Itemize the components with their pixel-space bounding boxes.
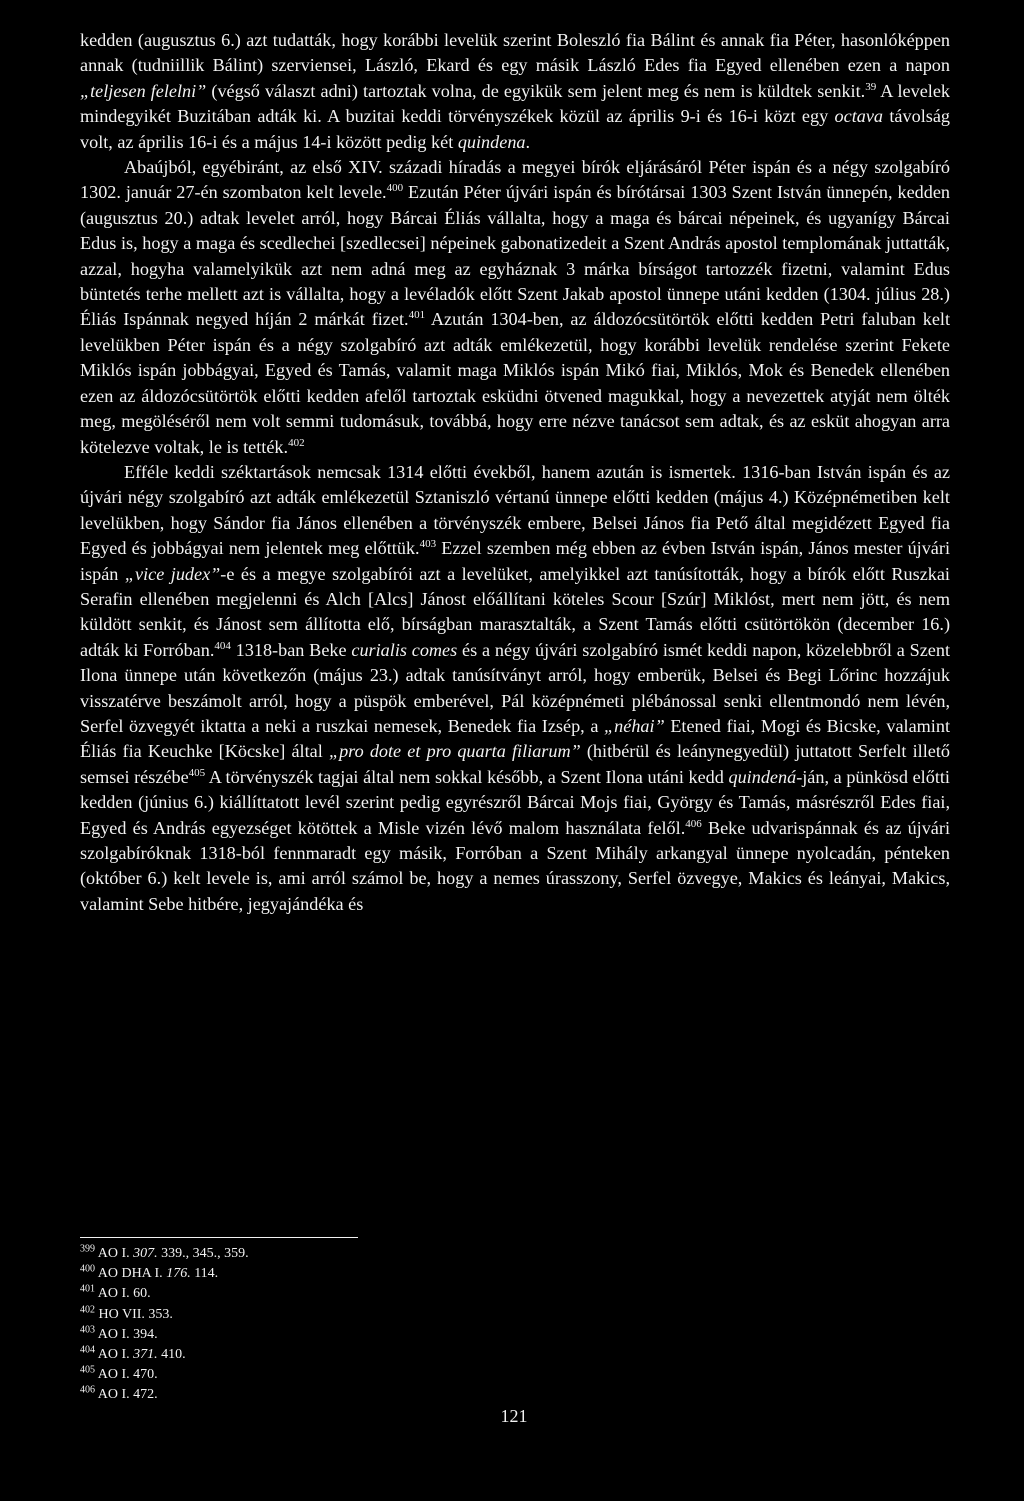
footnote-number: 401 bbox=[80, 1283, 95, 1295]
text-run: Abaújból, egyébiránt, az első XIV. századi híradás a megyei bírók eljárásáról Péter ispán és a négy szolgabíró 1302. január 27-én szombaton kelt levele. bbox=[80, 157, 950, 203]
footnote-404 bbox=[80, 1345, 480, 1365]
footnote-ref: 39 bbox=[865, 80, 877, 93]
text-run: 1318-ban Beke bbox=[230, 639, 352, 660]
footnote-ref: 402 bbox=[288, 436, 305, 449]
footnote-ref: 404 bbox=[214, 639, 231, 652]
footnote-text: AO I. 60. bbox=[97, 1286, 151, 1302]
page-number: 121 bbox=[500, 1406, 528, 1426]
text-run: Azután 1304-ben, az áldozócsütörtök előtti kedden Petri faluban kelt levelükben Péter ispán és a négy szolgabíró azt adták emlékezetül, hogy korábbi levelük rendelése szerint Fekete Miklós ispán jobbágyai, Egyed és Tamás, valamit maga Miklós ispán Mikó fiai, Miklós, Mok és Benedek ellenében ezen az áldozócsütörtök előtti kedden afelől tartoztak esküdni ötvened magukkal, hogy a nevezettek atyját nem ölték meg, megöléséről nem volt semmi tudomásuk, továbbá, hogy erre nézve tanácsot sem adtak, és az esküt ahogyan arra kötelezve voltak, le is tették. bbox=[80, 309, 950, 457]
text-run: Ezután Péter újvári ispán és bírótársai 1303 Szent István ünnepén, kedden (augusztus 20.) adtak levelet arról, hogy Bárcai Éliás vállalta, hogy a maga és bárcai népeinek, és ugyanígy Bárcai Edus is, hogy a maga és scedlechei [szedlecsei] népeinek gabonatizedeit a Szent András apostol templomának juttatták, azzal, hogyha valamelyikük azt nem adná meg az egyháznak 3 márka bírságot tartozzék fizetni, valamint Edus büntetés terhe mellett azt is vállalta, hogy a levéladók előtt Szent Jakab apostol ünnepe utáni kedden (1304. július 28.) Éliás Ispánnak negyed híján 2 márkát fizet. bbox=[80, 182, 951, 330]
footnote-ref: 405 bbox=[188, 766, 206, 779]
footnote-399 bbox=[80, 1244, 480, 1264]
text-run: (hitbérül és leánynegyedül) juttatott Serfelt illető semsei részébe bbox=[80, 741, 950, 787]
footnote-text: HO VII. 353. bbox=[98, 1306, 173, 1322]
italic-quote: „pro dote et pro quarta filiarum” bbox=[328, 741, 581, 762]
footnote-403 bbox=[80, 1325, 480, 1345]
footnote-divider bbox=[80, 1237, 358, 1238]
text-run: távolság volt, az április 16-i és a május 14-i között pedig két bbox=[80, 106, 950, 152]
text-run: . bbox=[525, 131, 531, 152]
footnote-text: 339., 345., 359. bbox=[157, 1246, 249, 1261]
italic-term: curialis comes bbox=[351, 639, 458, 660]
text-run: A törvényszék tagjai által nem sokkal később, a Szent Ilona utáni kedd bbox=[205, 766, 729, 787]
footnote-ref: 401 bbox=[408, 309, 426, 322]
footnote-ref: 400 bbox=[386, 182, 404, 195]
footnote-400 bbox=[80, 1264, 480, 1284]
footnote-401 bbox=[80, 1284, 480, 1304]
footnote-text: 176. bbox=[166, 1266, 191, 1282]
footnote-number: 406 bbox=[80, 1384, 95, 1396]
footnotes bbox=[80, 1244, 480, 1406]
footnote-text: AO I. 394. bbox=[97, 1326, 158, 1342]
italic-quote: „néhai” bbox=[604, 715, 665, 736]
italic-quote: „teljesen felelni” bbox=[80, 80, 207, 101]
footnote-number: 405 bbox=[80, 1364, 95, 1376]
paragraph-1 bbox=[80, 28, 950, 155]
footnote-text: AO I. 470. bbox=[97, 1367, 158, 1383]
text-run: Efféle keddi széktartások nemcsak 1314 előtti évekből, hanem azután is ismertek. 1316-ban István ispán és az újvári négy szolgabíró azt adták emlékezetül Sztaniszló vértanú ünnepe előtti kedden (május 4.) Középnémetiben kelt levelükben, hogy Sándor fia János ellenében a törvényszék embere, Belsei János fia Pető által megidézett Egyed fia Egyed és jobbágyai nem jelentek meg előttük. bbox=[80, 461, 950, 559]
footnote-text: 410. bbox=[157, 1347, 186, 1363]
footnote-405 bbox=[80, 1365, 480, 1385]
footnote-number: 399 bbox=[80, 1243, 95, 1255]
paragraph-3 bbox=[80, 460, 950, 917]
footnote-number: 404 bbox=[80, 1344, 95, 1356]
footnote-number: 400 bbox=[80, 1263, 95, 1275]
footnote-text: 114. bbox=[190, 1266, 219, 1282]
footnote-number: 402 bbox=[80, 1303, 95, 1315]
footnote-text: AO I. bbox=[97, 1347, 134, 1363]
italic-term: quindená bbox=[728, 766, 797, 787]
footnote-ref: 406 bbox=[685, 817, 702, 830]
footnote-text: 371. bbox=[133, 1347, 158, 1363]
text-run: A levelek mindegyikét Buzitában adták ki. A buzitai keddi törvényszékek közül az április 9-i és 16-i közt egy bbox=[80, 80, 950, 127]
footnote-text: 307. bbox=[133, 1246, 158, 1261]
text-run: Ezzel szemben még ebben az évben István ispán, János mester újvári ispán bbox=[80, 538, 950, 584]
footnote-text: AO DHA I. bbox=[97, 1266, 167, 1282]
italic-term: quindena bbox=[457, 131, 526, 152]
italic-term: octava bbox=[834, 106, 884, 127]
footnote-number: 403 bbox=[80, 1324, 95, 1336]
text-run: (végső választ adni) tartoztak volna, de egyikük sem jelent meg és nem is küldtek senkit. bbox=[206, 80, 866, 101]
footnote-402 bbox=[80, 1305, 480, 1325]
text-run: Beke udvarispánnak és az újvári szolgabíróknak 1318-ból fennmaradt egy másik, Forróban a Szent Mihály arkangyal ünnepe nyolcadán, pénteken (október 6.) kelt levele is, ami arról számol be, hogy a nemes úrasszony, Serfel özvegye, Makics és leányai, Makics, valamint Sebe hitbére, jegyajándéka és bbox=[80, 817, 950, 914]
italic-quote: „vice judex” bbox=[124, 563, 221, 584]
text-run: és a négy újvári szolgabíró ismét keddi napon, közelebbről a Szent Ilona ünnepe után következőn (május 23.) adtak tanúsítványt arról, hogy emberük, Belsei és Begi Lőrinc hozzájuk visszatérve beszámolt arról, hogy a püspök emberével, Pál középnémeti plébánossal senki ellentmondó nem lévén, Serfel özvegyét iktatta a neki a ruszkai nemesek, Benedek fia Izsép, a bbox=[80, 639, 950, 736]
footnote-text: AO I. bbox=[97, 1246, 134, 1261]
text-run: Etened fiai, Mogi és Bicske, valamint Éliás fia Keuchke [Köcske] által bbox=[80, 715, 950, 762]
footnote-ref: 403 bbox=[419, 538, 437, 551]
text-run: -ján, a pünkösd előtti kedden (június 6.) kiállíttatott levél szerint pedig egyrészről Bárcai Mojs fiai, György és Tamás, másrészről Edes fiai, Egyed és András egyezséget kötöttek a Misle vizén lévő malom használata felől. bbox=[80, 766, 950, 838]
body-text bbox=[80, 28, 950, 917]
footnote-text: AO I. 472. bbox=[97, 1387, 158, 1403]
paragraph-2 bbox=[80, 155, 950, 460]
footnote-406 bbox=[80, 1385, 480, 1405]
text-run: -e és a megye szolgabírói azt a levelüket, amelyikkel azt tanúsították, hogy a bírók előtt Ruszkai Serafin ellenében megjelenni és Alch [Alcs] Jánost előállítani köteles Scour [Szúr] Miklóst, mert nem jött, és nem küldött senkit, és Jánost sem állította elő, bírságban marasztalták, a Szent Tamás előtti csütörtökön (december 16.) adták ki Forróban. bbox=[80, 563, 950, 660]
text-run: kedden (augusztus 6.) azt tudatták, hogy korábbi levelük szerint Boleszló fia Bálint és annak fia Péter, hasonlóképpen annak (tudniillik Bálint) szerviensei, László, Ekard és egy másik László Edes fia Egyed ellenében ezen a napon bbox=[80, 30, 950, 76]
